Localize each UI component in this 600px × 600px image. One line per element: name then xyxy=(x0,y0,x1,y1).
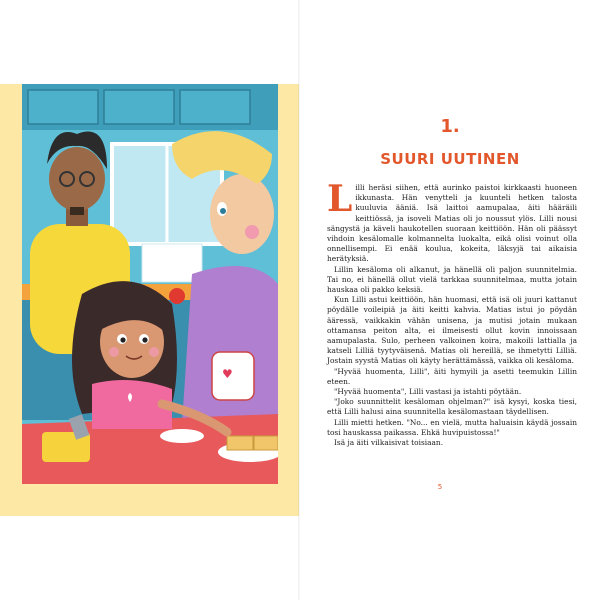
paragraph: Lillin kesäloma oli alkanut, ja hänellä oli paljon suunnitelmia. Tai no, ei hänellä ollut vielä tarkkaa suunnitelmaa, mutta jotain hauskaa oli pakko keksiä. xyxy=(327,264,577,295)
chapter-text xyxy=(327,178,577,448)
paragraph: Lilli mietti hetken. "No... en vielä, mutta haluaisin käydä jossain tosi hauskassa paikassa. Ehkä huvipuistossa!" xyxy=(327,417,577,437)
kitchen-illustration xyxy=(22,84,278,484)
chapter-title: SUURI UUTINEN xyxy=(380,150,520,168)
paragraph: Lilli heräsi siihen, että aurinko paistoi kirkkaasti huoneen ikkunasta. Hän venytteli ja kuunteli hetken talosta kuuluvia ääniä. Isä laittoi aamupalaa, äiti hääräili keittiössä, ja isoveli Matias oli jo noussut ylös. Lilli nousi sängystä ja käveli haukotellen suoraan keittiöön. Hän oli päässyt vihdoin kesälomalle kolmannelta luokalta, eikä olisi voinut olla onnellisempi. Ei enää koulua, kokeita, läksyjä tai aikaisia herätyksiä. xyxy=(327,178,577,264)
plate xyxy=(160,429,204,443)
drop-cap: L xyxy=(327,178,353,220)
apple xyxy=(169,288,185,304)
svg-text:♥: ♥ xyxy=(222,367,233,381)
page-number: 5 xyxy=(437,483,443,491)
paragraph: "Hyvää huomenta, Lilli", äiti hymyili ja asetti teemukin Lillin eteen. xyxy=(327,366,577,386)
paragraph: "Joko suunnittelit kesäloman ohjelman?" isä kysyi, koska tiesi, että Lilli halusi aina suunnitella kesälomastaan täydellisen. xyxy=(327,397,577,417)
chapter-number: 1. xyxy=(440,116,460,137)
paragraph: Isä ja äiti vilkaisivat toisiaan. xyxy=(334,438,444,448)
paragraph: "Hyvää huomenta", Lilli vastasi ja istahti pöytään. xyxy=(334,387,522,397)
paragraph: Kun Lilli astui keittiöön, hän huomasi, että isä oli juuri kattanut pöydälle voileipiä ja äiti keitti kahvia. Matias istui jo pöydän ääressä, vaikkakin vähän unisena, ja mutisi jotain mukaan ottamansa peiton alta, ei ilmeisesti ollut kovin innoissaan aamupalasta. Sulo, perheen valkoinen koira, makoili lattialla ja katseli Lilliä tyytyväisenä. Matias oli hereillä, se ihmetytti Lilliä. Jostain syystä Matias oli käyty herättämässä, vaikka oli kesäloma. xyxy=(327,295,577,366)
coffee-mug xyxy=(212,352,254,400)
